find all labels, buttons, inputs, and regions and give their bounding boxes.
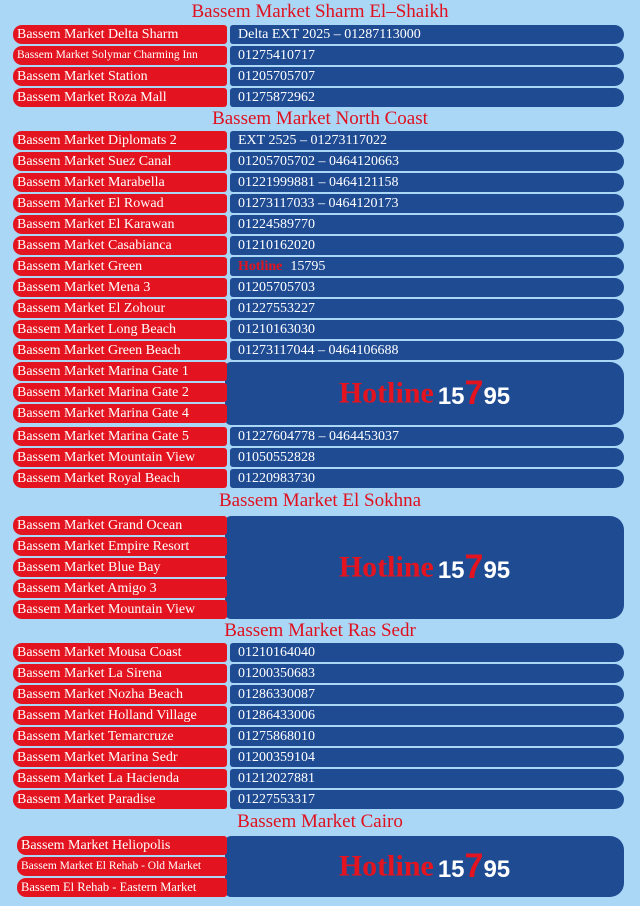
branch-row [13,194,624,213]
branch-name: Bassem Market Mountain View [13,600,227,619]
branch-row [13,152,624,171]
branch-phone: 01200359104 [230,748,624,767]
branch-phone: 01220983730 [230,469,624,488]
hotline-number: 15795 [437,548,511,586]
branch-name: Bassem Market La Hacienda [13,769,227,788]
branch-row [13,748,624,767]
branch-name: Bassem Market Amigo 3 [13,579,227,598]
hotline-banner [225,374,624,413]
branch-row [13,299,624,318]
branch-row [13,278,624,297]
branch-phone: 01275868010 [230,727,624,746]
branch-row [13,579,227,598]
branch-row [13,25,624,44]
hotline-number: 15795 [437,374,511,412]
branch-phone: Delta EXT 2025 – 01287113000 [230,25,624,44]
branch-row [13,236,624,255]
branch-name: Bassem Market Marina Gate 4 [13,404,227,423]
branch-phone: 01227553227 [230,299,624,318]
branch-name: Bassem Market Roza Mall [13,88,227,107]
hotline-banner [225,847,624,886]
branch-row [13,600,227,619]
branch-name: Bassem Market Mena 3 [13,278,227,297]
branch-name: Bassem Market El Karawan [13,215,227,234]
branch-name: Bassem Market Royal Beach [13,469,227,488]
branch-phone: 01205705703 [230,278,624,297]
branch-row [13,685,624,704]
branch-row [13,769,624,788]
branch-phone: 01227553317 [230,790,624,809]
branch-name: Bassem Market Station [13,67,227,86]
branch-phone: 01205705702 – 0464120663 [230,152,624,171]
branch-row [13,383,227,402]
branch-row [13,427,624,446]
branch-row [13,131,624,150]
branch-phone: EXT 2525 – 01273117022 [230,131,624,150]
hotline-word: Hotline [338,550,434,584]
branch-row [17,836,231,855]
branch-phone: 01224589770 [230,215,624,234]
hotline-word: Hotline [338,849,434,883]
branch-row [13,558,227,577]
branch-row [13,320,624,339]
branch-name: Bassem Market Heliopolis [17,836,227,855]
branch-name: Bassem Market Nozha Beach [13,685,227,704]
branch-name: Bassem Market Suez Canal [13,152,227,171]
branch-phone: 01273117033 – 0464120173 [230,194,624,213]
branch-row [13,469,624,488]
branch-phone: 01205705707 [230,67,624,86]
branch-phone: 01212027881 [230,769,624,788]
section-title-north-coast: Bassem Market North Coast [212,108,428,129]
branch-name: Bassem Market El Rehab - Old Market [17,857,227,876]
branch-name: Bassem Market Marabella [13,173,227,192]
branch-row [13,362,227,381]
branch-row [13,67,624,86]
hotline-label: Hotline [238,259,283,274]
branch-phone: 01210162020 [230,236,624,255]
branch-row [13,643,624,662]
hotline-block-sokhna [225,516,624,619]
branch-phone: 01273117044 – 0464106688 [230,341,624,360]
branch-name: Bassem Market El Zohour [13,299,227,318]
section-title-sokhna: Bassem Market El Sokhna [218,490,422,511]
branch-name: Bassem Market La Sirena [13,664,227,683]
branch-row [13,790,624,809]
branch-row [17,857,231,876]
hotline-number: 15795 [290,259,326,274]
branch-phone: 01210164040 [230,643,624,662]
branch-row [13,727,624,746]
branch-row [13,173,624,192]
branch-row [13,664,624,683]
branch-name: Bassem Market El Rowad [13,194,227,213]
branch-phone: 01050552828 [230,448,624,467]
hotline-number: 15795 [437,847,511,885]
section-title-cairo: Bassem Market Cairo [237,811,403,832]
branch-phone: 01286330087 [230,685,624,704]
branch-phone: 01275410717 [230,46,624,65]
branch-name: Bassem Market Diplomats 2 [13,131,227,150]
branch-row [13,215,624,234]
branch-name: Bassem Market Delta Sharm [13,25,227,44]
branch-name: Bassem Market Casabianca [13,236,227,255]
branch-name: Bassem Market Temarcruze [13,727,227,746]
branch-name: Bassem Market Marina Gate 1 [13,362,227,381]
branch-name: Bassem Market Paradise [13,790,227,809]
branch-row [13,516,227,535]
branch-name: Bassem Market Green [13,257,227,276]
branch-phone: 01200350683 [230,664,624,683]
hotline-block-cairo [225,836,624,897]
branch-row [13,46,624,65]
branch-name: Bassem Market Marina Gate 2 [13,383,227,402]
branch-row [13,404,227,423]
branch-phone: 01275872962 [230,88,624,107]
branch-phone [230,257,624,276]
branch-name: Bassem Market Mountain View [13,448,227,467]
branch-row [13,448,624,467]
branch-phone: 01221999881 – 0464121158 [230,173,624,192]
branch-name: Bassem El Rehab - Eastern Market [17,878,227,897]
branch-row [13,88,624,107]
hotline-block-marina [225,362,624,425]
section-title-sharm: Bassem Market Sharm El–Shaikh [191,1,449,22]
branch-phone: 01210163030 [230,320,624,339]
branch-phone: 01286433006 [230,706,624,725]
branch-name: Bassem Market Empire Resort [13,537,227,556]
hotline-banner [225,548,624,587]
branch-row [13,341,624,360]
branch-name: Bassem Market Blue Bay [13,558,227,577]
branch-phone: 01227604778 – 0464453037 [230,427,624,446]
section-title-ras-sedr: Bassem Market Ras Sedr [224,620,416,641]
branch-name: Bassem Market Marina Sedr [13,748,227,767]
branch-name: Bassem Market Grand Ocean [13,516,227,535]
branch-name: Bassem Market Holland Village [13,706,227,725]
branch-name: Bassem Market Green Beach [13,341,227,360]
branch-name: Bassem Market Solymar Charming Inn [13,46,227,65]
branch-row [17,878,231,897]
branch-row [13,257,624,276]
branch-row [13,706,624,725]
hotline-word: Hotline [338,376,434,410]
branch-name: Bassem Market Marina Gate 5 [13,427,227,446]
branch-name: Bassem Market Mousa Coast [13,643,227,662]
branch-row [13,537,227,556]
branch-name: Bassem Market Long Beach [13,320,227,339]
